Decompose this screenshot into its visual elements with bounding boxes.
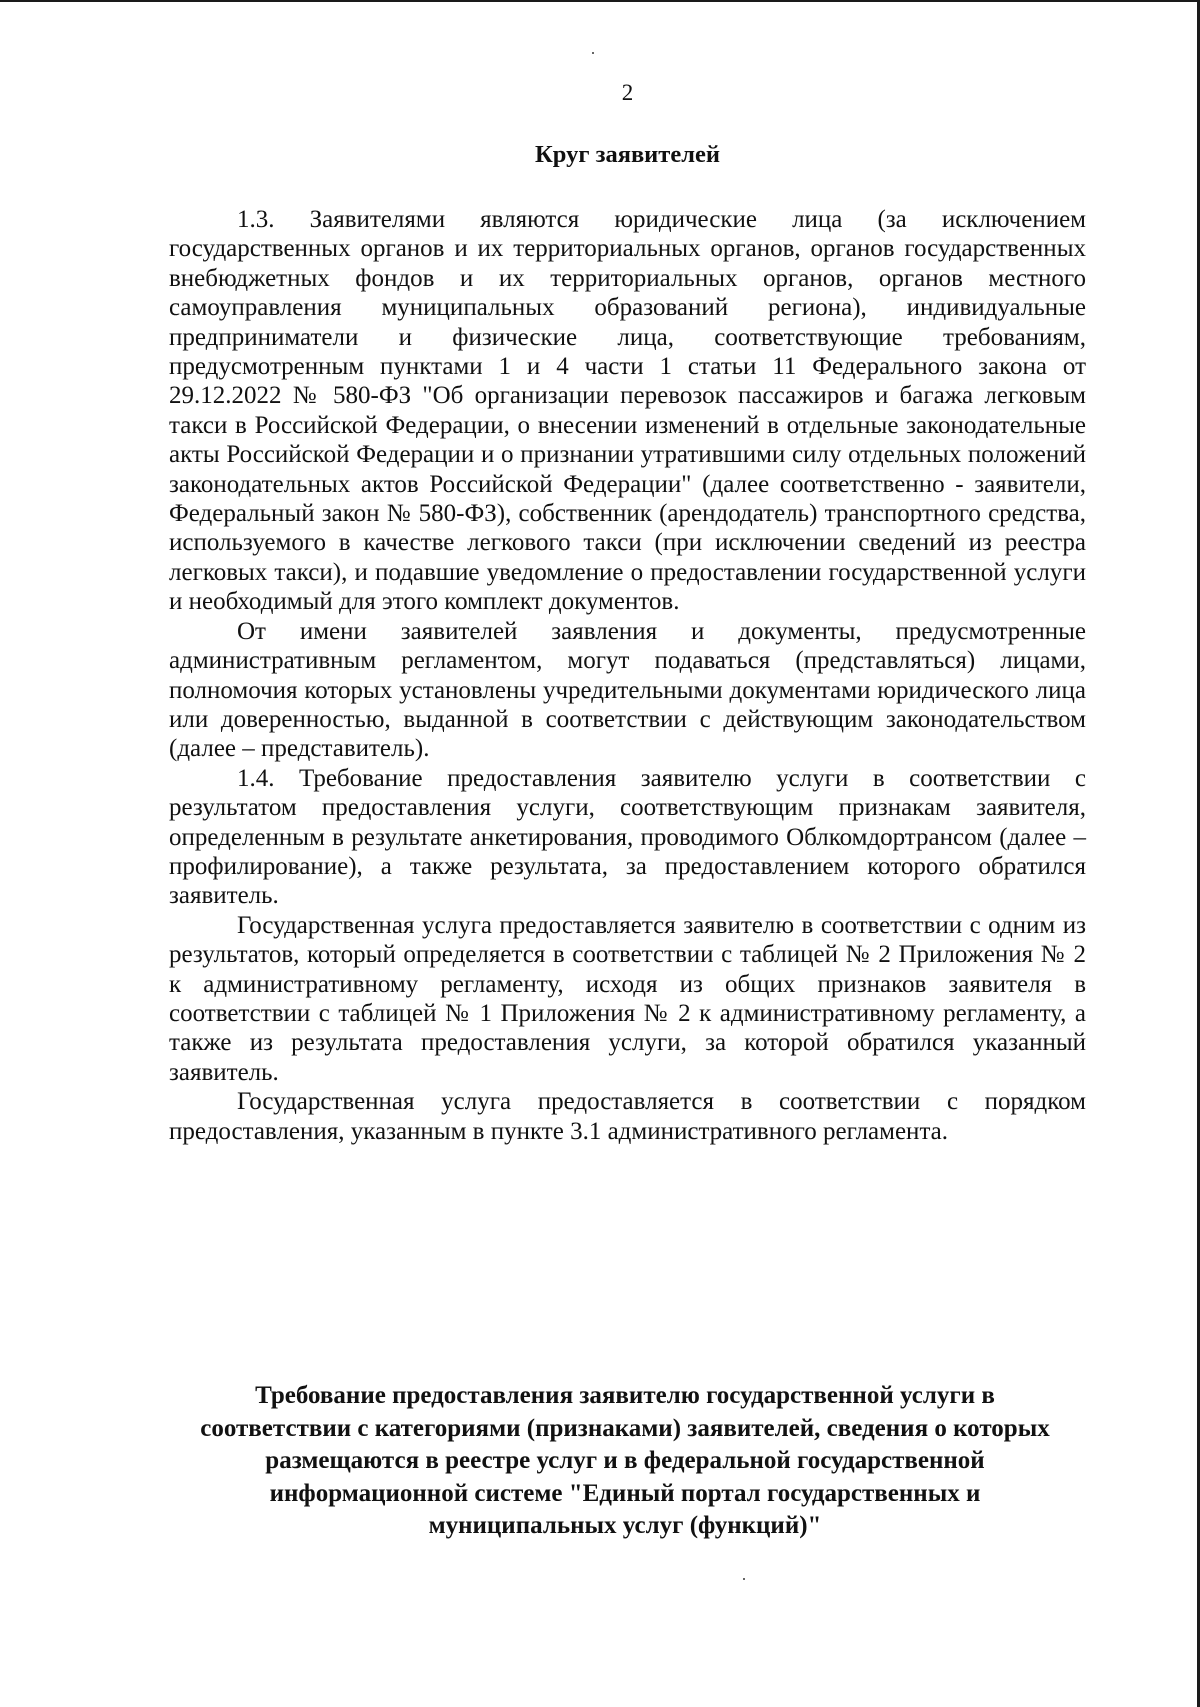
paragraph-service-result: Государственная услуга предоставляется заявителю в соответствии с одним из результатов, который определяется в соответствии с таблицей № 2 Приложения № 2 к административному регламенту, исходя из общих признаков заявителя в соответствии с таблицей № 1 Приложения № 2 к административному регламенту, а также из результата предоставления услуги, за которой обратился указанный заявитель. [169,911,1086,1086]
paragraph-1-3: 1.3. Заявителями являются юридические лица (за исключением государственных органов и их территориальных органов, органов государственных внебюджетных фондов и их территориальных органов, органов местного самоуправления муниципальных образований региона), индивидуальные предприниматели и физические лица, соответствующие требованиям, предусмотренным пунктами 1 и 4 части 1 статьи 11 Федерального закона от 29.12.2022 № 580-ФЗ "Об организации перевозок пассажиров и багажа легковым такси в Российской Федерации, о внесении изменений в отдельные законодательные акты Российской Федерации и о признании утратившими силу отдельных положений законодательных актов Российской Федерации" (далее соответственно - заявители, Федеральный закон № 580-ФЗ), собственник (арендодатель) транспортного средства, используемого в качестве легкового такси (при исключении сведений из реестра легковых такси), и подавшие уведомление о предоставлении государственной услуги и необходимый для этого комплект документов. [169,206,1086,616]
page-number: 2 [621,80,634,105]
body-text [169,205,1086,1146]
scan-edge-top [0,0,1200,2]
paragraph-service-order: Государственная услуга предоставляется в соответствии с порядком предоставления, указанным в пункте 3.1 административного регламента. [169,1088,1086,1145]
paragraph-1-4: 1.4. Требование предоставления заявителю услуги в соответствии с результатом предоставления услуги, соответствующим признакам заявителя, определенным в результате анкетирования, проводимого Облкомдортрансом (далее – профилирование), а также результата, за предоставлением которого обратился заявитель. [169,764,1086,910]
scan-speck [743,1578,745,1580]
section-heading-2: Требование предоставления заявителю государственной услуги в соответствии с категориями (признаками) заявителей, сведения о которых размещаются в реестре услуг и в федеральной государственной информационной системе "Единый портал государственных и муниципальных услуг (функций)" [200,1382,1050,1539]
paragraph-representative: От имени заявителей заявления и документы, предусмотренные административным регламентом, могут подаваться (представляться) лицами, полномочия которых установлены учредительными документами юридического лица или доверенностью, выданной в соответствии с действующим законодательством (далее – представитель). [169,617,1086,763]
scan-speck [592,52,594,54]
section-title: Круг заявителей [535,141,720,168]
